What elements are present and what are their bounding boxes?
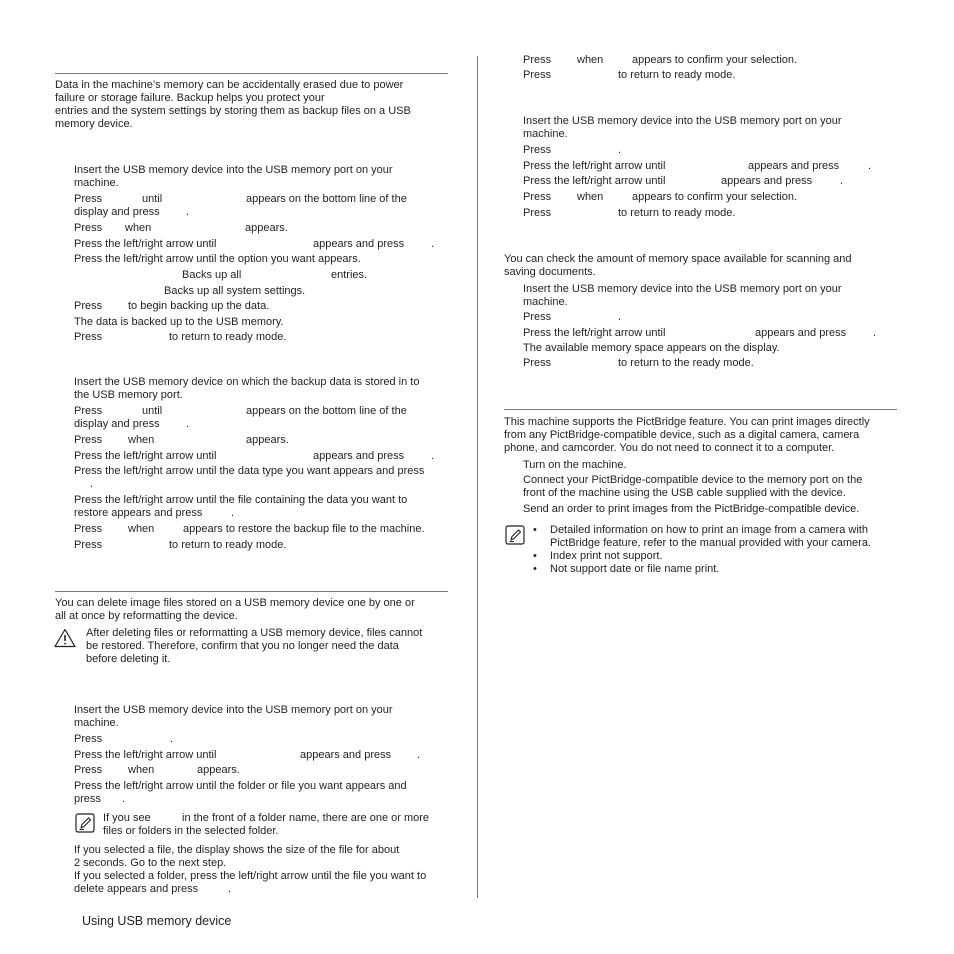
memory-step-4: The available memory space appears on the display. bbox=[523, 342, 780, 354]
section-rule-backup bbox=[55, 73, 448, 74]
restore-step-8-text: to return to ready mode. bbox=[169, 539, 287, 551]
restore-step-8-press: Press bbox=[74, 539, 103, 551]
backup-step-7-text: to return to ready mode. bbox=[169, 331, 287, 343]
format-step-4-arrow: Press the left/right arrow until bbox=[523, 175, 666, 187]
note-icon bbox=[75, 813, 95, 838]
format-step-6-press: Press bbox=[523, 207, 552, 219]
pictbridge-note-bullet-1: • bbox=[533, 524, 537, 536]
delete-step-5b-press: press bbox=[74, 793, 101, 805]
caution-line-3: before deleting it. bbox=[86, 653, 171, 665]
backup-step-1b: machine. bbox=[74, 177, 119, 189]
format-step-3-dot: . bbox=[868, 160, 872, 172]
delete-step-3-appears: appears and press bbox=[300, 749, 392, 761]
backup-step-2b: display and press bbox=[74, 206, 160, 218]
backup-step-2a-until: until bbox=[142, 193, 163, 205]
delete-step-5a: Press the left/right arrow until the folder or file you want appears and bbox=[74, 780, 407, 792]
backup-step-2a-appears: appears on the bottom line of the bbox=[246, 193, 407, 205]
memory-step-3-arrow: Press the left/right arrow until bbox=[523, 327, 666, 339]
restore-step-2b: display and press bbox=[74, 418, 160, 430]
restore-step-7-appears: appears to restore the backup file to the machine. bbox=[183, 523, 425, 535]
restore-step-5a: Press the left/right arrow until the data type you want appears and press bbox=[74, 465, 425, 477]
delete-cont-step-1-appears: appears to confirm your selection. bbox=[632, 54, 798, 66]
delete-step-4-press: Press bbox=[74, 764, 103, 776]
backup-option-1: Backs up all bbox=[182, 269, 242, 281]
note-icon bbox=[505, 525, 525, 550]
format-step-2-dot: . bbox=[618, 144, 622, 156]
restore-step-5b: . bbox=[90, 478, 94, 490]
restore-step-6b: restore appears and press bbox=[74, 507, 203, 519]
column-divider bbox=[477, 56, 478, 898]
restore-step-6b-dot: . bbox=[231, 507, 235, 519]
restore-step-6a: Press the left/right arrow until the file containing the data you want to bbox=[74, 494, 408, 506]
section-rule-pictbridge bbox=[504, 409, 897, 410]
memory-intro-line-1: You can check the amount of memory space available for scanning and bbox=[504, 253, 852, 265]
restore-step-3-press: Press bbox=[74, 434, 103, 446]
format-step-5-press: Press bbox=[523, 191, 552, 203]
page-footer: Using USB memory device bbox=[82, 914, 232, 928]
pictbridge-intro-line-3: phone, and camcorder. You do not need to connect it to a computer. bbox=[504, 442, 835, 454]
memory-step-3-dot: . bbox=[873, 327, 877, 339]
caution-line-1: After deleting files or reformatting a USB memory device, files cannot bbox=[86, 627, 423, 639]
note-line-1b: in the front of a folder name, there are one or more bbox=[182, 812, 430, 824]
delete-step-2-dot: . bbox=[170, 733, 174, 745]
format-step-4-appears: appears and press bbox=[721, 175, 813, 187]
delete-step-4-appears: appears. bbox=[197, 764, 240, 776]
pictbridge-note-2: Index print not support. bbox=[550, 550, 663, 562]
delete-cont-step-1-press: Press bbox=[523, 54, 552, 66]
backup-step-5: Press the left/right arrow until the option you want appears. bbox=[74, 253, 361, 265]
delete-step-2-press: Press bbox=[74, 733, 103, 745]
delete-step-1a: Insert the USB memory device into the USB memory port on your bbox=[74, 704, 393, 716]
note-line-1a: If you see bbox=[103, 812, 151, 824]
restore-step-3-appears: appears. bbox=[246, 434, 289, 446]
restore-step-7-press: Press bbox=[74, 523, 103, 535]
caution-line-2: be restored. Therefore, confirm that you no longer need the data bbox=[86, 640, 399, 652]
restore-step-4-dot: . bbox=[431, 450, 435, 462]
backup-step-3-when: when bbox=[125, 222, 152, 234]
pictbridge-step-1: Turn on the machine. bbox=[523, 459, 627, 471]
pictbridge-note-3: Not support date or file name print. bbox=[550, 563, 720, 575]
format-step-2-press: Press bbox=[523, 144, 552, 156]
pictbridge-step-3: Send an order to print images from the PictBridge-compatible device. bbox=[523, 503, 860, 515]
backup-step-4-arrow: Press the left/right arrow until bbox=[74, 238, 217, 250]
delete-after-line-3: If you selected a folder, press the left/right arrow until the file you want to bbox=[74, 870, 427, 882]
format-step-4-dot: . bbox=[840, 175, 844, 187]
section-rule-delete bbox=[55, 591, 448, 592]
backup-step-6-result: The data is backed up to the USB memory. bbox=[74, 316, 284, 328]
format-step-1b: machine. bbox=[523, 128, 568, 140]
restore-step-3-when: when bbox=[128, 434, 155, 446]
backup-intro-line-4: memory device. bbox=[55, 118, 133, 130]
delete-after-line-4-dot: . bbox=[228, 883, 232, 895]
restore-step-2-press: Press bbox=[74, 405, 103, 417]
backup-intro-line-2: failure or storage failure. Backup helps you protect your bbox=[55, 92, 325, 104]
delete-after-line-2: 2 seconds. Go to the next step. bbox=[74, 857, 227, 869]
memory-step-3-appears: appears and press bbox=[755, 327, 847, 339]
backup-step-4-dot: . bbox=[431, 238, 435, 250]
pictbridge-note-1b: PictBridge feature, refer to the manual provided with your camera. bbox=[550, 537, 871, 549]
restore-step-2-until: until bbox=[142, 405, 163, 417]
format-step-5-when: when bbox=[577, 191, 604, 203]
pictbridge-note-bullet-3: • bbox=[533, 563, 537, 575]
delete-step-1b: machine. bbox=[74, 717, 119, 729]
restore-step-1b: the USB memory port. bbox=[74, 389, 183, 401]
restore-step-4-arrow: Press the left/right arrow until bbox=[74, 450, 217, 462]
delete-cont-step-1-when: when bbox=[577, 54, 604, 66]
pictbridge-step-2a: Connect your PictBridge-compatible device to the memory port on the bbox=[523, 474, 863, 486]
delete-intro-line-2: all at once by reformatting the device. bbox=[55, 610, 238, 622]
format-step-1a: Insert the USB memory device into the USB memory port on your bbox=[523, 115, 842, 127]
caution-icon bbox=[54, 628, 76, 653]
backup-step-6-text: to begin backing up the data. bbox=[128, 300, 270, 312]
delete-step-4-when: when bbox=[128, 764, 155, 776]
backup-step-7-press: Press bbox=[74, 331, 103, 343]
pictbridge-note-bullet-2: • bbox=[533, 550, 537, 562]
format-step-3-appears: appears and press bbox=[748, 160, 840, 172]
pictbridge-note-1a: Detailed information on how to print an image from a camera with bbox=[550, 524, 868, 536]
backup-step-3-press: Press bbox=[74, 222, 103, 234]
restore-step-2b-dot: . bbox=[186, 418, 190, 430]
delete-cont-step-2-text: to return to ready mode. bbox=[618, 69, 736, 81]
format-step-5-appears: appears to confirm your selection. bbox=[632, 191, 798, 203]
backup-step-3-appears: appears. bbox=[245, 222, 288, 234]
format-step-6-text: to return to ready mode. bbox=[618, 207, 736, 219]
memory-step-2-press: Press bbox=[523, 311, 552, 323]
restore-step-1a: Insert the USB memory device on which the backup data is stored in to bbox=[74, 376, 420, 388]
backup-step-4-appears: appears and press bbox=[313, 238, 405, 250]
delete-intro-line-1: You can delete image files stored on a USB memory device one by one or bbox=[55, 597, 415, 609]
memory-step-5-press: Press bbox=[523, 357, 552, 369]
backup-step-2b-dot: . bbox=[186, 206, 190, 218]
restore-step-7-when: when bbox=[128, 523, 155, 535]
backup-step-1a: Insert the USB memory device into the USB memory port on your bbox=[74, 164, 393, 176]
memory-step-1b: machine. bbox=[523, 296, 568, 308]
pictbridge-step-2b: front of the machine using the USB cable supplied with the device. bbox=[523, 487, 846, 499]
backup-intro-line-1: Data in the machine’s memory can be accidentally erased due to power bbox=[55, 79, 404, 91]
memory-step-1a: Insert the USB memory device into the USB memory port on your bbox=[523, 283, 842, 295]
memory-intro-line-2: saving documents. bbox=[504, 266, 596, 278]
backup-option-2: Backs up all system settings. bbox=[164, 285, 306, 297]
delete-step-3-dot: . bbox=[417, 749, 421, 761]
delete-step-5b-dot: . bbox=[122, 793, 126, 805]
memory-step-2-dot: . bbox=[618, 311, 622, 323]
memory-step-5-text: to return to the ready mode. bbox=[618, 357, 754, 369]
restore-step-4-appears: appears and press bbox=[313, 450, 405, 462]
pictbridge-intro-line-1: This machine supports the PictBridge feature. You can print images directly bbox=[504, 416, 870, 428]
backup-option-1-entries: entries. bbox=[331, 269, 368, 281]
backup-step-6-press: Press bbox=[74, 300, 103, 312]
note-line-2: files or folders in the selected folder. bbox=[103, 825, 279, 837]
delete-after-line-4: delete appears and press bbox=[74, 883, 199, 895]
delete-cont-step-2-press: Press bbox=[523, 69, 552, 81]
backup-step-2a-press: Press bbox=[74, 193, 103, 205]
pictbridge-intro-line-2: from any PictBridge-compatible device, such as a digital camera, camera bbox=[504, 429, 860, 441]
restore-step-2-appears: appears on the bottom line of the bbox=[246, 405, 407, 417]
delete-after-line-1: If you selected a file, the display shows the size of the file for about bbox=[74, 844, 400, 856]
backup-intro-line-3: entries and the system settings by storing them as backup files on a USB bbox=[55, 105, 411, 117]
delete-step-3-arrow: Press the left/right arrow until bbox=[74, 749, 217, 761]
format-step-3-arrow: Press the left/right arrow until bbox=[523, 160, 666, 172]
